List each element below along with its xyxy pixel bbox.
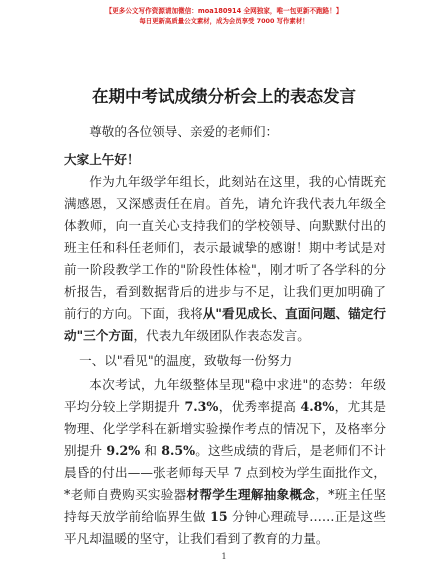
results-text-d: 和 — [140, 443, 162, 458]
salutation: 尊敬的各位领导、亲爱的老师们： — [89, 124, 279, 139]
results-text-c: ，尤其是物理、化学学科在新增实验操作考点的情况下，及格率分别提升 — [64, 399, 386, 458]
results-bold-phrase: 材帮学生理解抽象概念 — [186, 487, 316, 502]
promo-banner-line-1: 【更多公文写作资源请加微信：moa180914 全网独家，唯一包更新不跑路！】 — [105, 7, 343, 15]
greeting: 大家上午好！ — [64, 152, 140, 167]
results-text-b: ，优秀率提高 — [218, 399, 301, 414]
results-text-e: 。这些成绩的背后，是老师们不计晨昏的付出——张老师每天早 7 点到校为学生面批作文，*老师自费购买实验器 — [64, 443, 386, 502]
document-body — [64, 121, 386, 550]
results-text-i: 分钟心理疏导……正是这些平凡却温暖的坚守，让我们看到了教育的力量。 — [64, 509, 386, 546]
results-text-a: 本次考试，九年级整体呈现"稳中求进"的态势：年级平均分较上学期提升 — [64, 377, 386, 414]
page-number: 1 — [221, 552, 227, 561]
results-text-g: ，*班主任坚持每天放学前给临界生做 — [64, 487, 387, 524]
avg-increase-value: 7.3% — [184, 399, 219, 414]
excellence-increase-value: 4.8% — [300, 399, 335, 414]
intro-text: 作为九年级学年组长，此刻站在这里，我的心情既充满感恩，又深感责任在肩。首先，请允许我代表九年级全体教师，向一直关心支持我们的学校领导、向默默付出的班主任和科任老师们，表示最诚挚的感谢！期中考试是对前一阶段教学工作的"阶段性体检"，刚才听了各学科的分析报告，看到数据背后的进步与不足，让我们更加明确了前行的方向。下面，我将 — [64, 174, 386, 321]
intro-tail-text: ，代表九年级团队作表态发言。 — [133, 328, 310, 343]
results-bold-number: 15 — [210, 509, 228, 524]
results-paragraph — [64, 374, 386, 550]
physics-pass-increase-value: 9.2% — [106, 443, 141, 458]
chemistry-pass-increase-value: 8.5% — [161, 443, 196, 458]
intro-paragraph — [64, 171, 386, 347]
promo-banner-line-2: 每日更新高质量公文素材，成为会员享受 7000 写作素材！ — [139, 17, 309, 25]
intro-bold-text: 从"看见成长、直面问题、锚定行动"三个方面 — [64, 306, 387, 343]
document-title: 在期中考试成绩分析会上的表态发言 — [92, 87, 356, 106]
section-heading-1: 一、以"看见"的温度，致敬每一份努力 — [79, 353, 293, 368]
promo-banner — [0, 6, 448, 27]
